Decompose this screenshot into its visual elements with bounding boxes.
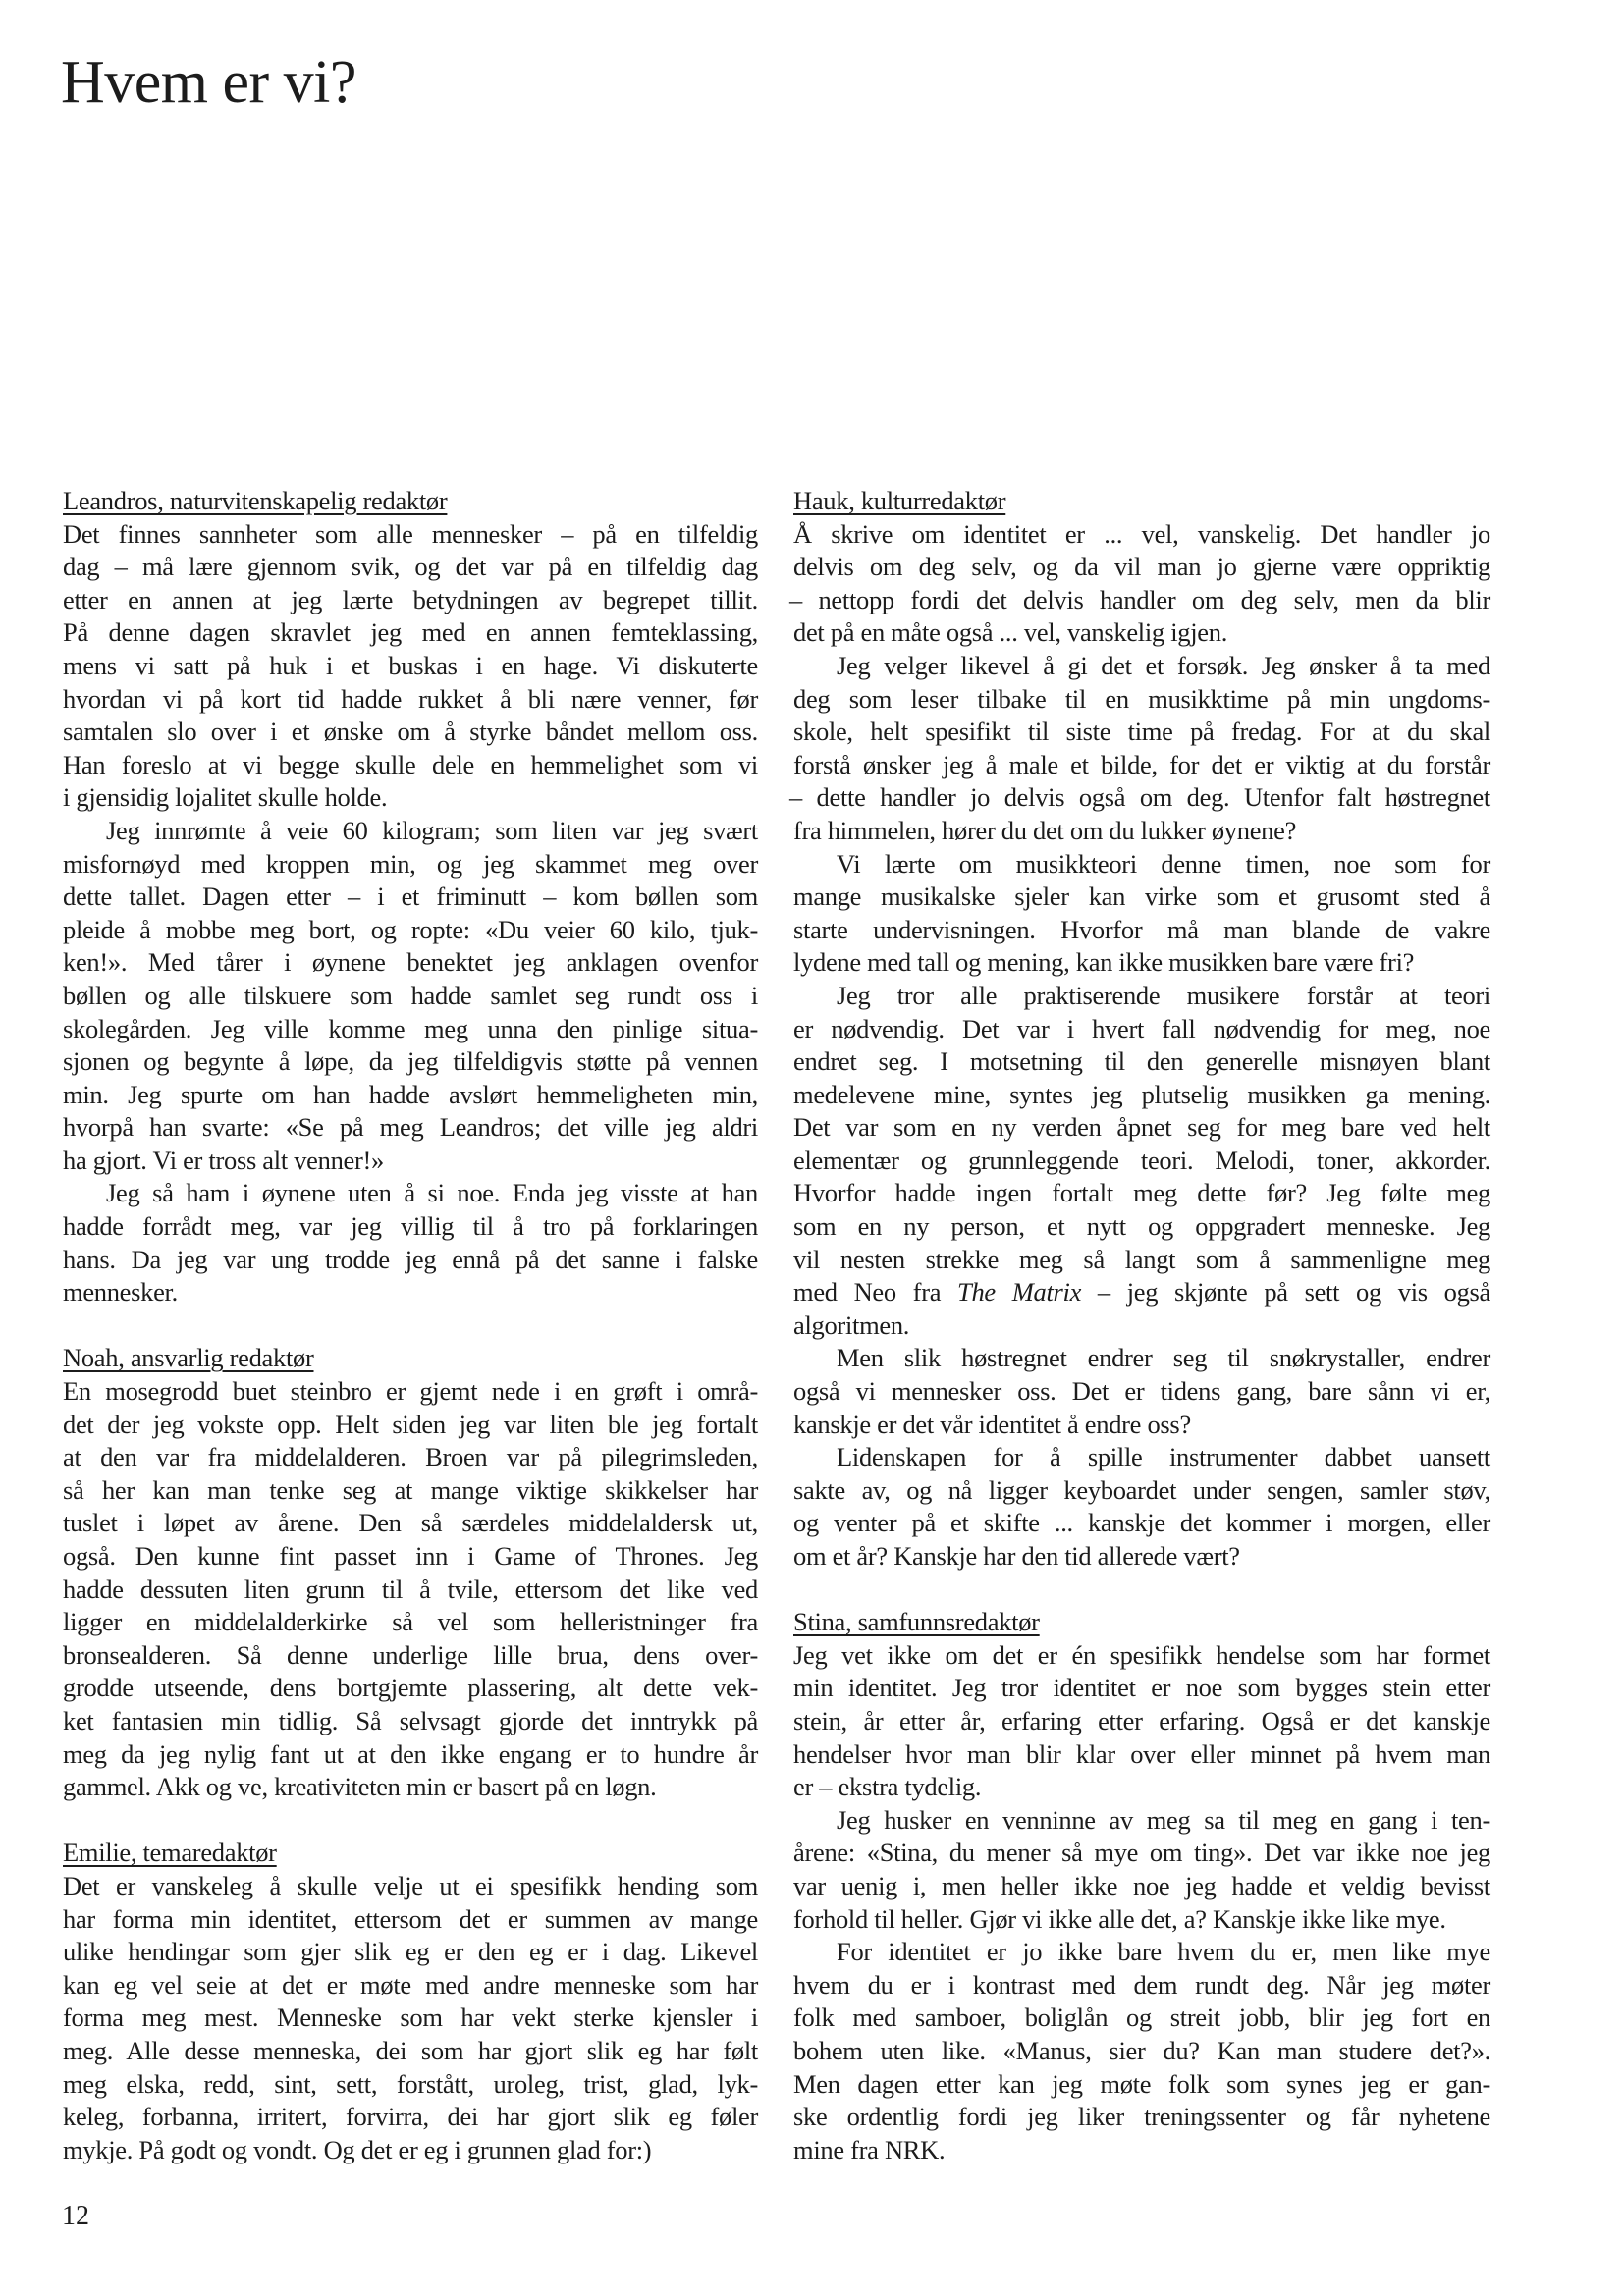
- text-line: ha gjort. Vi er tross alt venner!»: [63, 1145, 384, 1175]
- section-heading: Noah, ansvarlig redaktør: [63, 1343, 314, 1373]
- text-line: starte undervisningen. Hvorfor må man blande de vakre: [793, 914, 1490, 944]
- text-line: ligger en middelalderkirke så vel som helleristninger fra: [63, 1607, 758, 1637]
- text-line: etter en annen at jeg lærte betydningen av begrepet tillit.: [63, 584, 758, 614]
- editor-section: [63, 1837, 758, 2166]
- text-line: Hvorfor hadde ingen fortalt meg dette før? Jeg følte meg: [793, 1178, 1490, 1208]
- text-line: ske ordentlig fordi jeg liker treningssenter og får nyhetene: [793, 2102, 1490, 2132]
- text-line: hendelser hvor man blir klar over eller minnet på hvem man: [793, 1738, 1490, 1769]
- text-line: stein, år etter år, erfaring etter erfaring. Også er det kanskje: [793, 1705, 1490, 1735]
- text-line: Det finnes sannheter som alle mennesker – på en tilfeldig: [63, 518, 758, 549]
- section-heading: Stina, samfunnsredaktør: [793, 1607, 1040, 1637]
- paragraph: [789, 518, 1490, 650]
- text-line: folk med samboer, boliglån og streit jobb, blir jeg fort en: [793, 2002, 1490, 2033]
- text-line: – dette handler jo delvis også om deg. Utenfor falt høstregnet: [789, 782, 1490, 813]
- text-line: Jeg husker en venninne av meg sa til meg en gang i ten-: [837, 1804, 1490, 1835]
- paragraph: [793, 980, 1490, 1343]
- text-line: Jeg velger likevel å gi det et forsøk. Jeg ønsker å ta med: [837, 650, 1490, 680]
- text-line: Men slik høstregnet endrer seg til snøkrystaller, endrer: [837, 1343, 1490, 1373]
- text-line: misfornøyd med kroppen min, og jeg skammet meg over: [63, 848, 758, 879]
- paragraph: [793, 1441, 1490, 1573]
- text-line: skole, helt spesifikt til siste time på fredag. For at du skal: [793, 717, 1490, 747]
- paragraph: [789, 650, 1490, 848]
- editor-section: [63, 1342, 758, 1803]
- text-line: hadde dessuten liten grunn til å tvile, ettersom det like ved: [63, 1574, 758, 1604]
- text-line: tuslet i løpet av årene. Den så særdeles middelaldersk ut,: [63, 1508, 758, 1538]
- text-line: samtalen slo over i et ønske om å styrke båndet mellom oss.: [63, 717, 758, 747]
- text-line: hadde forrådt meg, var jeg villig til å tro på forklaringen: [63, 1211, 758, 1242]
- paragraph: [63, 1870, 758, 2166]
- right-column: [789, 485, 1491, 2200]
- text-line: grodde utseende, dens bortgjemte plassering, alt dette vek-: [63, 1673, 758, 1703]
- left-column: [63, 485, 758, 2200]
- paragraph: [63, 518, 758, 815]
- text-line: meg da jeg nylig fant ut at den ikke engang er to hundre år: [63, 1738, 758, 1769]
- text-line: min. Jeg spurte om han hadde avslørt hemmeligheten min,: [63, 1079, 758, 1109]
- text-line: så her kan man tenke seg at mange viktige skikkelser har: [63, 1474, 758, 1505]
- paragraph: [793, 1342, 1490, 1441]
- text-line: endret seg. I motsetning til den generelle misnøyen blant: [793, 1046, 1490, 1077]
- text-line: For identitet er jo ikke bare hvem du er, men like mye: [837, 1937, 1490, 1967]
- text-line: På denne dagen skravlet jeg med en annen femteklassing,: [63, 617, 758, 648]
- editor-section: [793, 1606, 1490, 2166]
- editor-section: [63, 485, 758, 1309]
- text-line: medelevene mine, syntes jeg plutselig musikken ga mening.: [793, 1079, 1490, 1109]
- text-line: delvis om deg selv, og da vil man jo gjerne være oppriktig: [793, 552, 1490, 582]
- text-line: forma meg mest. Menneske som har vekt sterke kjensler i: [63, 2002, 758, 2033]
- text-line: Jeg innrømte å veie 60 kilogram; som liten var jeg svært: [106, 815, 758, 845]
- text-line: som en ny person, et nytt og oppgradert menneske. Jeg: [793, 1211, 1490, 1242]
- paragraph: [63, 1375, 758, 1804]
- text-line: var uenig i, men heller ikke noe jeg hadde et veldig bevisst: [793, 1870, 1490, 1900]
- page-title: Hvem er vi?: [61, 49, 356, 116]
- text-line: Jeg tror alle praktiserende musikere forstår at teori: [837, 980, 1490, 1010]
- text-line: om et år? Kanskje har den tid allerede vært?: [793, 1541, 1240, 1571]
- text-line: fra himmelen, hører du det om du lukker øynene?: [793, 815, 1297, 845]
- text-segment: med Neo fra: [793, 1277, 958, 1308]
- text-line: bohem uten like. «Manus, sier du? Kan man studere det?».: [793, 2035, 1490, 2065]
- text-line: Vi lærte om musikkteori denne timen, noe som for: [837, 848, 1490, 879]
- text-line: min identitet. Jeg tror identitet er noe som bygges stein etter: [793, 1673, 1490, 1703]
- text-line: skolegården. Jeg ville komme meg unna den pinlige situa-: [63, 1013, 758, 1043]
- text-line: sjonen og begynte å løpe, da jeg tilfeldigvis støtte på vennen: [63, 1046, 758, 1077]
- text-line: elementær og grunnleggende teori. Melodi, toner, akkorder.: [793, 1145, 1490, 1175]
- text-line: algoritmen.: [793, 1309, 910, 1340]
- text-line: mennesker.: [63, 1277, 178, 1308]
- text-line: Å skrive om identitet er ... vel, vanskelig. Det handler jo: [793, 518, 1490, 549]
- text-line: er – ekstra tydelig.: [793, 1772, 982, 1802]
- text-line: ket fantasien min tidlig. Så selvsagt gjorde det inntrykk på: [63, 1705, 758, 1735]
- text-line: dette tallet. Dagen etter – i et friminutt – kom bøllen som: [63, 881, 758, 912]
- text-line: det der jeg vokste opp. Helt siden jeg var liten ble jeg fortalt: [63, 1409, 758, 1439]
- text-line: bronsealderen. Så denne underlige lille brua, dens over-: [63, 1639, 758, 1670]
- text-line: meg. Alle desse menneska, dei som har gjort slik eg har følt: [63, 2035, 758, 2065]
- text-line: hans. Da jeg var ung trodde jeg ennå på det sanne i falske: [63, 1244, 758, 1274]
- paragraph: [793, 1639, 1490, 1804]
- text-line: sakte av, og nå ligger keyboardet under sengen, samler støv,: [793, 1474, 1490, 1505]
- text-line: vil nesten strekke meg så langt som å sammenligne meg: [793, 1244, 1490, 1274]
- paragraph: [793, 1804, 1490, 1936]
- text-line: mens vi satt på huk i et buskas i en hage. Vi diskuterte: [63, 650, 758, 680]
- text-line: også vi mennesker oss. Det er tidens gang, bare sånn vi er,: [793, 1376, 1490, 1407]
- text-line: mange musikalske sjeler kan virke som et grusomt sted å: [793, 881, 1490, 912]
- text-line: i gjensidig lojalitet skulle holde.: [63, 782, 388, 813]
- text-line: Jeg så ham i øynene uten å si noe. Enda jeg visste at han: [106, 1178, 758, 1208]
- text-line: Det var som en ny verden åpnet seg for meg bare ved helt: [793, 1112, 1490, 1143]
- text-line: lydene med tall og mening, kan ikke musikken bare være fri?: [793, 947, 1415, 978]
- text-line: årene: «Stina, du mener så mye om ting». Det var ikke noe jeg: [793, 1838, 1490, 1868]
- paragraph: [793, 848, 1490, 980]
- text-line: En mosegrodd buet steinbro er gjemt nede i en grøft i områ-: [63, 1376, 758, 1407]
- section-heading: Hauk, kulturredaktør: [793, 486, 1006, 515]
- text-line: mykje. På godt og vondt. Og det er eg i grunnen glad for:): [63, 2134, 652, 2164]
- text-line: det på en måte også ... vel, vanskelig igjen.: [793, 617, 1228, 648]
- text-line: meg elska, redd, sint, sett, forstått, uroleg, trist, glad, lyk-: [63, 2068, 758, 2099]
- text-line: kan eg vel seie at det er møte med andre menneske som har: [63, 1969, 758, 2000]
- text-line: at den var fra middelalderen. Broen var på pilegrimsleden,: [63, 1442, 758, 1472]
- text-line: forhold til heller. Gjør vi ikke alle det, a? Kanskje ikke like mye.: [793, 1903, 1446, 1934]
- text-line: hvordan vi på kort tid hadde rukket å bli nære venner, før: [63, 683, 758, 714]
- text-line: også. Den kunne fint passet inn i Game of Thrones. Jeg: [63, 1541, 758, 1571]
- page-number: 12: [62, 2201, 89, 2231]
- section-heading: Leandros, naturvitenskapelig redaktør: [63, 486, 448, 515]
- text-line: Jeg vet ikke om det er én spesifikk hendelse som har formet: [793, 1639, 1490, 1670]
- text-line: hvorpå han svarte: «Se på meg Leandros; det ville jeg aldri: [63, 1112, 758, 1143]
- text-line: keleg, forbanna, irritert, forvirra, dei har gjort slik eg føler: [63, 2102, 758, 2132]
- text-line: Lidenskapen for å spille instrumenter dabbet uansett: [837, 1442, 1490, 1472]
- text-line: Det er vanskeleg å skulle velje ut ei spesifikk hending som: [63, 1870, 758, 1900]
- text-line: ken!». Med tårer i øynene benektet jeg anklagen ovenfor: [63, 947, 758, 978]
- text-line: hvem du er i kontrast med dem rundt deg. Når jeg møter: [793, 1969, 1490, 2000]
- italic-title: The Matrix: [957, 1277, 1082, 1308]
- paragraph: [793, 1936, 1490, 2166]
- text-line: har forma min identitet, ettersom det er summen av mange: [63, 1903, 758, 1934]
- text-line: og venter på et skifte ... kanskje det kommer i morgen, eller: [793, 1508, 1490, 1538]
- editor-section: [789, 485, 1491, 1574]
- paragraph: [63, 815, 758, 1178]
- text-line: Han foreslo at vi begge skulle dele en hemmelighet som vi: [63, 749, 758, 779]
- section-heading: Emilie, temaredaktør: [63, 1838, 277, 1868]
- text-line: kanskje er det vår identitet å endre oss?: [793, 1409, 1191, 1439]
- paragraph: [63, 1177, 758, 1308]
- text-line: bøllen og alle tilskuere som hadde samlet seg rundt oss i: [63, 980, 758, 1010]
- text-line: gammel. Akk og ve, kreativiteten min er basert på en løgn.: [63, 1772, 657, 1802]
- text-line: forstå ønsker jeg å male et bilde, for det er viktig at du forstår: [793, 749, 1490, 779]
- text-line: mine fra NRK.: [793, 2134, 946, 2164]
- text-line: er nødvendig. Det var i hvert fall nødvendig for meg, noe: [793, 1013, 1490, 1043]
- text-line: [793, 1276, 1490, 1309]
- text-line: Men dagen etter kan jeg møte folk som synes jeg er gan-: [793, 2068, 1490, 2099]
- text-line: dag – må lære gjennom svik, og det var på en tilfeldig dag: [63, 552, 758, 582]
- text-line: pleide å mobbe meg bort, og ropte: «Du veier 60 kilo, tjuk-: [63, 914, 758, 944]
- text-line: deg som leser tilbake til en musikktime på min ungdoms-: [793, 683, 1490, 714]
- text-segment: – jeg skjønte på sett og vis også: [1081, 1277, 1491, 1308]
- text-line: – nettopp fordi det delvis handler om deg selv, men da blir: [789, 584, 1490, 614]
- text-line: ulike hendingar som gjer slik eg er den eg er i dag. Likevel: [63, 1937, 758, 1967]
